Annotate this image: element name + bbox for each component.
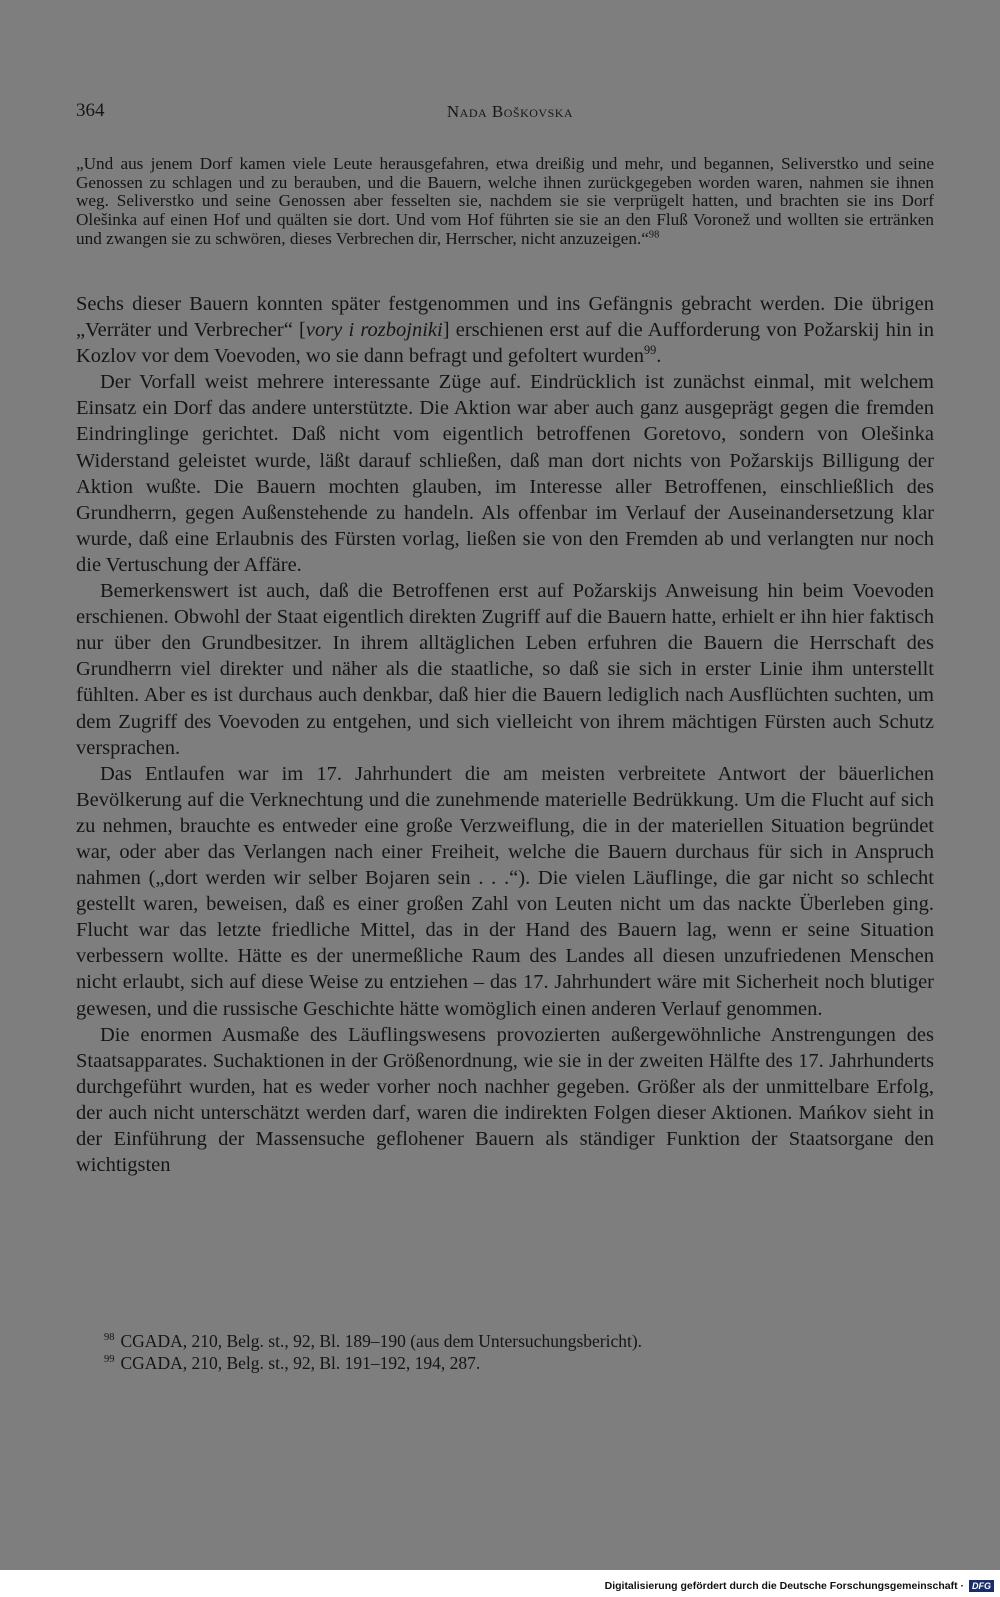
paragraph-1-text-b: ] erschienen erst auf die Aufforderung von Požarskij hin in Kozlov vor dem Voevoden, wo sie dann befragt und gefoltert wurden (76, 319, 934, 368)
funding-text: Digitalisierung gefördert durch die Deutsche Forschungsgemeinschaft · (604, 1580, 964, 1592)
footnote-ref-98[interactable]: 98 (648, 229, 660, 241)
funding-notice (605, 1578, 994, 1594)
running-head: Nada Boškovska (446, 102, 574, 121)
paragraph-5: Die enormen Ausmaße des Läuflingswesens provozierten außergewöhnliche Anstrengungen des Staatsapparates. Suchaktionen in der Größenordnung, wie sie in der zweiten Hälfte des 17. Jahrhunderts durchgeführt wurden, hat es weder vorher noch nachher gegeben. Größer als der unmittelbare Erfolg, der auch nicht unterschätzt werden darf, waren die indirekten Folgen dieser Aktionen. Mańkov sieht in der Einführung der Massensuche geflohener Bauern als ständiger Funktion der Staatsorgane den wichtigsten (76, 1023, 934, 1177)
paragraph-1-italic: vory i rozbojniki (305, 319, 443, 342)
quote-text: „Und aus jenem Dorf kamen viele Leute herausgefahren, etwa dreißig und mehr, und begannen, Seliverstko und seine Genossen zu schlagen und zu berauben, und die Bauern, welche ihnen zurückgegeben worden waren, nahmen sie ihnen weg. Seliverstko und seine Genossen aber fesselten sie, nachdem sie sie verprügelt hatten, und brachten sie ins Dorf Olešinka auf einen Hof und quälten sie dort. Und vom Hof führten sie sie an den Fluß Voronež und wollten sie ertränken und zwangen sie zu schwören, dieses Verbrechen dir, Herrscher, nicht anzuzeigen.“ (76, 154, 934, 248)
block-quote (76, 155, 934, 249)
footnote-text: CGADA, 210, Belg. st., 92, Bl. 191–192, 194, 287. (120, 1353, 481, 1373)
page-number: 364 (76, 100, 105, 121)
footnote-number: 98 (104, 1332, 115, 1344)
paragraph-4: Das Entlaufen war im 17. Jahrhundert die am meisten verbreitete Antwort der bäuerlichen Bevölkerung auf die Verknechtung und die zunehmende materielle Bedrükkung. Um die Flucht auf sich zu nehmen, brauchte es entweder eine große Verzweiflung, die in der materiellen Situation begründet war, oder aber das Verlangen nach einer Freiheit, welche die Bauern durchaus für sich in Anspruch nahmen („dort werden wir selber Bojaren sein . . .“). Die vielen Läuflinge, die gar nicht so schlecht gestellt waren, beweisen, daß es einer großen Zahl von Leuten nicht um das nackte Überleben ging. Flucht war das letzte friedliche Mittel, das in der Hand des Bauern lag, wenn er seine Situation verbessern wollte. Hätte es der unermeßliche Raum des Landes all diesen unzufriedenen Menschen nicht erlaubt, sich auf diese Weise zu entziehen – das 17. Jahrhundert wäre mit Sicherheit noch blutiger gewesen, und die russische Geschichte hätte womöglich einen anderen Verlauf genommen. (76, 762, 934, 1020)
dfg-logo-icon: DFG (969, 1580, 994, 1592)
paragraph-3: Bemerkenswert ist auch, daß die Betroffenen erst auf Požarskijs Anweisung hin beim Voevoden erschienen. Obwohl der Staat eigentlich direkten Zugriff auf die Bauern hatte, erhielt er ihn hier faktisch nur über den Grundbesitzer. In ihrem alltäglichen Leben erfuhren die Bauern die Herrschaft des Grundherrn viel direkter und näher als die staatliche, so daß sie sich in erster Linie ihm unterstellt fühlten. Aber es ist durchaus auch denkbar, daß hier die Bauern lediglich nach Ausflüchten suchten, um dem Zugriff des Voevoden zu entgehen, und sich vielleicht von ihrem mächtigen Fürsten auch Schutz versprachen. (76, 580, 934, 759)
paragraph-1 (76, 291, 934, 369)
paragraph-2: Der Vorfall weist mehrere interessante Züge auf. Eindrücklich ist zunächst einmal, mit welchem Einsatz ein Dorf das andere unterstützte. Die Aktion war aber auch ganz ausgeprägt gegen die fremden Eindringlinge gerichtet. Daß nicht vom eigentlich betroffenen Goretovo, sondern von Olešinka Widerstand geleistet wurde, läßt darauf schließen, daß man dort nichts von Požarskijs Billigung der Aktion wußte. Die Bauern mochten glauben, im Interesse aller Betroffenen, einschließlich des Grundherrn, gegen Außenstehende zu handeln. Als offenbar im Verlauf der Auseinandersetzung klar wurde, daß eine Erlaubnis des Fürsten vorlag, ließen sie von den Fremden ab und verlangten nur noch die Vertuschung der Affäre. (76, 371, 934, 576)
paragraph-1-text-a: Sechs dieser Bauern konnten später festgenommen und ins Gefängnis gebracht werden. Die übrigen „Verräter und Verbrecher“ [ (76, 293, 934, 342)
body-text (76, 291, 934, 1178)
footnote-number: 99 (104, 1354, 115, 1366)
footnote-99 (104, 1352, 904, 1374)
page-header (76, 100, 944, 130)
footnotes (104, 1330, 904, 1374)
footnote-text: CGADA, 210, Belg. st., 92, Bl. 189–190 (aus dem Untersuchungsbericht). (120, 1331, 643, 1351)
paragraph-1-text-c: . (656, 345, 662, 368)
footnote-98 (104, 1330, 904, 1352)
footnote-ref-99[interactable]: 99 (643, 343, 657, 358)
